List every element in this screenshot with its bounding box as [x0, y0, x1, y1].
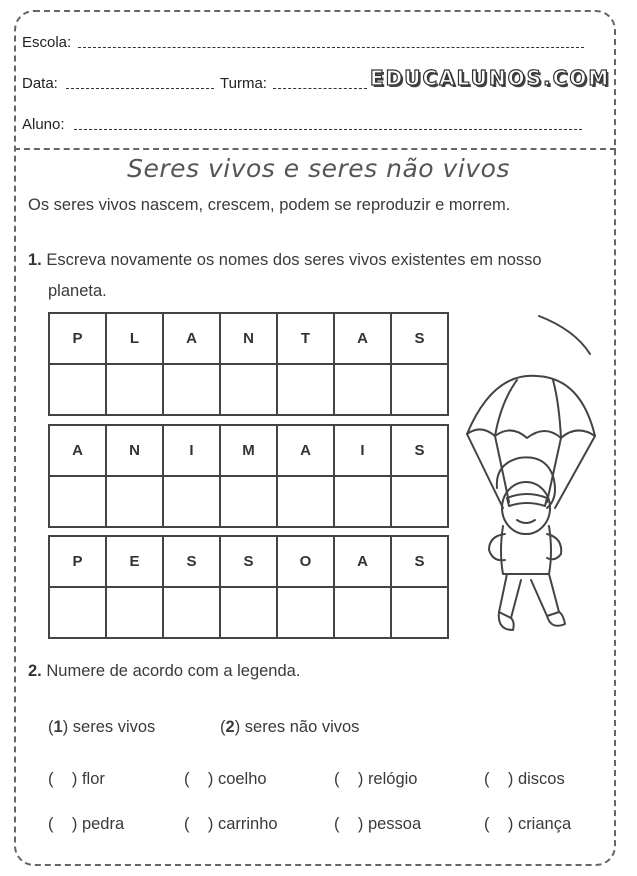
legend-number: 2 [225, 718, 235, 736]
intro-text: Os seres vivos nascem, crescem, podem se reproduzir e morrem. [28, 196, 511, 214]
question-2 [28, 662, 300, 681]
option-pedra[interactable]: ( ) pedra [48, 815, 125, 833]
answer-cell[interactable] [163, 587, 220, 638]
answer-cell[interactable] [220, 364, 277, 415]
answer-cell[interactable] [391, 587, 448, 638]
site-logo: EDUCALUNOS.COM [370, 66, 611, 90]
answer-cell[interactable] [334, 587, 391, 638]
answer-cell[interactable] [163, 364, 220, 415]
answer-cell[interactable] [220, 476, 277, 527]
question-1-line2: planeta. [48, 282, 107, 300]
question-1-text: Escreva novamente os nomes dos seres vivos existentes em nosso [46, 251, 542, 269]
answer-cell[interactable] [277, 476, 334, 527]
option-pessoa[interactable]: ( ) pessoa [334, 815, 422, 833]
school-label: Escola: [22, 34, 72, 51]
class-field[interactable] [273, 88, 367, 89]
option-discos[interactable]: ( ) discos [484, 770, 565, 788]
page-title: Seres vivos e seres não vivos [127, 154, 510, 183]
student-field[interactable] [74, 129, 582, 130]
student-label: Aluno: [22, 116, 65, 133]
option-coelho[interactable]: ( ) coelho [184, 770, 267, 788]
answer-cell[interactable] [391, 476, 448, 527]
answer-cell[interactable] [391, 364, 448, 415]
grid-letter: A [334, 536, 391, 587]
legend-number: 1 [53, 718, 63, 736]
answer-cell[interactable] [49, 476, 106, 527]
question-1-number: 1. [28, 251, 42, 269]
grid-letter: S [163, 536, 220, 587]
header-divider [14, 148, 616, 150]
grid-letter: A [163, 313, 220, 364]
grid-letter: S [220, 536, 277, 587]
answer-cell[interactable] [277, 364, 334, 415]
grid-letter: M [220, 425, 277, 476]
answer-cell[interactable] [220, 587, 277, 638]
word-grid-animais [48, 424, 449, 528]
question-2-number: 2. [28, 662, 42, 680]
grid-letter: A [277, 425, 334, 476]
class-label: Turma: [220, 75, 267, 92]
option-carrinho[interactable]: ( ) carrinho [184, 815, 278, 833]
grid-letter: I [334, 425, 391, 476]
grid-letter: S [391, 425, 448, 476]
legend-item-2: (2) seres não vivos [220, 718, 360, 736]
answer-cell[interactable] [106, 587, 163, 638]
option-crianca[interactable]: ( ) criança [484, 815, 572, 833]
parachute-child-illustration [455, 312, 605, 642]
answer-cell[interactable] [277, 587, 334, 638]
grid-letter: T [277, 313, 334, 364]
question-1-line1 [28, 251, 542, 270]
answer-cell[interactable] [106, 476, 163, 527]
grid-letter: L [106, 313, 163, 364]
answer-cell[interactable] [334, 476, 391, 527]
grid-letter: P [49, 313, 106, 364]
answer-cell[interactable] [49, 364, 106, 415]
grid-letter: O [277, 536, 334, 587]
grid-letter: N [220, 313, 277, 364]
grid-letter: N [106, 425, 163, 476]
grid-letter: S [391, 536, 448, 587]
grid-letter: A [334, 313, 391, 364]
word-grid-pessoas [48, 535, 449, 639]
date-field[interactable] [66, 88, 214, 89]
word-grid-plantas [48, 312, 449, 416]
option-flor[interactable]: ( ) flor [48, 770, 105, 788]
legend-label: seres vivos [72, 718, 156, 736]
legend-item-1: (1) seres vivos [48, 718, 156, 736]
grid-letter: S [391, 313, 448, 364]
legend-label: seres não vivos [244, 718, 360, 736]
question-2-text: Numere de acordo com a legenda. [46, 662, 301, 680]
school-field[interactable] [78, 47, 584, 48]
answer-cell[interactable] [163, 476, 220, 527]
grid-letter: P [49, 536, 106, 587]
option-relogio[interactable]: ( ) relógio [334, 770, 418, 788]
grid-letter: A [49, 425, 106, 476]
grid-letter: I [163, 425, 220, 476]
answer-cell[interactable] [334, 364, 391, 415]
answer-cell[interactable] [106, 364, 163, 415]
date-label: Data: [22, 75, 58, 92]
grid-letter: E [106, 536, 163, 587]
answer-cell[interactable] [49, 587, 106, 638]
